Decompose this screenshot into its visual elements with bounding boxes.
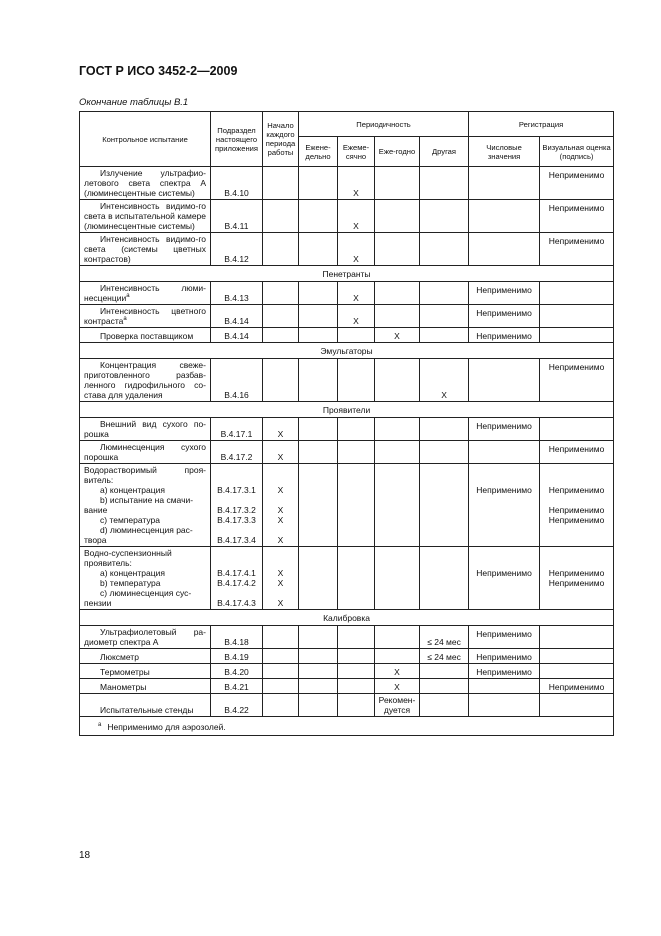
table-caption: Окончание таблицы В.1	[79, 97, 189, 108]
yearly-cell	[375, 305, 420, 328]
water-soluble-mark-a: X	[277, 485, 284, 495]
visual-cell	[540, 626, 614, 649]
yearly-cell	[375, 441, 420, 464]
test-name-cell: Люксметр	[80, 649, 211, 664]
other-cell	[420, 441, 469, 464]
water-suspended-yearly-cell	[375, 547, 420, 610]
table-row	[80, 282, 614, 305]
subsection-cell: В.4.14	[211, 305, 263, 328]
yearly-cell	[375, 626, 420, 649]
water-soluble-visual-a: Неприменимо	[548, 485, 605, 495]
water-suspended-visual-b: Неприменимо	[548, 578, 605, 588]
table-row	[80, 679, 614, 694]
visual-cell	[540, 418, 614, 441]
water-soluble-title: Водорастворимый проя-витель:	[84, 465, 206, 485]
water-soluble-mark-c: X	[277, 515, 284, 525]
initial-cell	[263, 626, 299, 649]
monthly-cell	[338, 418, 375, 441]
water-suspended-ref-b: В.4.17.4.2	[217, 578, 256, 588]
control-tests-table	[79, 111, 614, 736]
water-soluble-item-d-cont: твора	[84, 535, 107, 545]
subsection-cell: В.4.12	[211, 233, 263, 266]
table-row	[80, 233, 614, 266]
water-suspended-mark-a: X	[277, 568, 284, 578]
footnote-text: Неприменимо для аэрозолей.	[107, 722, 226, 732]
yearly-cell	[375, 282, 420, 305]
col-test-header: Контрольное испытание	[80, 112, 211, 167]
daily-cell	[299, 305, 338, 328]
subsection-cell: В.4.21	[211, 679, 263, 694]
water-suspended-initial-cell	[263, 547, 299, 610]
subsection-cell: В.4.14	[211, 328, 263, 343]
daily-cell	[299, 441, 338, 464]
col-monthly-header: Ежеме-сячно	[338, 137, 375, 167]
water-soluble-ref-d: В.4.17.3.4	[217, 535, 256, 545]
section-title: Эмульгаторы	[80, 343, 614, 359]
monthly-cell: X	[338, 167, 375, 200]
visual-cell	[540, 649, 614, 664]
water-soluble-mark-b: X	[277, 505, 284, 515]
visual-cell: Неприменимо	[540, 359, 614, 402]
table-row	[80, 664, 614, 679]
numeric-cell	[469, 200, 540, 233]
other-cell: ≤ 24 мес	[420, 626, 469, 649]
section-row	[80, 610, 614, 626]
yearly-cell	[375, 200, 420, 233]
table-row	[80, 694, 614, 717]
footnote-row	[80, 717, 614, 736]
initial-cell	[263, 694, 299, 717]
table-row	[80, 167, 614, 200]
initial-cell	[263, 328, 299, 343]
daily-cell	[299, 359, 338, 402]
section-row	[80, 402, 614, 418]
numeric-cell	[469, 233, 540, 266]
water-soluble-ref-cell	[211, 464, 263, 547]
water-suspended-item-b: b) температура	[100, 578, 161, 588]
monthly-cell: X	[338, 200, 375, 233]
subsection-cell: В.4.10	[211, 167, 263, 200]
water-suspended-mark-b: X	[277, 578, 284, 588]
water-soluble-yearly-cell	[375, 464, 420, 547]
water-suspended-ref-a: В.4.17.4.1	[217, 568, 256, 578]
water-suspended-item-c-cont: пензии	[84, 598, 112, 608]
water-suspended-visual-cell	[540, 547, 614, 610]
water-soluble-monthly-cell	[338, 464, 375, 547]
water-suspended-ref-c: В.4.17.4.3	[217, 598, 256, 608]
monthly-cell	[338, 441, 375, 464]
visual-cell: Неприменимо	[540, 679, 614, 694]
daily-cell	[299, 694, 338, 717]
daily-cell	[299, 328, 338, 343]
test-name-cell: Испытательные стенды	[80, 694, 211, 717]
yearly-cell	[375, 167, 420, 200]
yearly-cell	[375, 418, 420, 441]
visual-cell	[540, 282, 614, 305]
numeric-cell	[469, 167, 540, 200]
water-soluble-initial-cell	[263, 464, 299, 547]
test-name: Интенсивность люми-несценции	[84, 283, 206, 303]
subsection-cell: В.4.18	[211, 626, 263, 649]
footnote-mark: a	[98, 722, 102, 729]
numeric-cell: Неприменимо	[469, 649, 540, 664]
table-row	[80, 649, 614, 664]
numeric-cell	[469, 441, 540, 464]
monthly-cell	[338, 626, 375, 649]
visual-cell	[540, 305, 614, 328]
daily-cell	[299, 664, 338, 679]
table-row	[80, 328, 614, 343]
test-name-cell: Внешний вид сухого по-рошка	[80, 418, 211, 441]
water-suspended-visual-a: Неприменимо	[548, 568, 605, 578]
other-cell	[420, 664, 469, 679]
water-soluble-numeric-cell	[469, 464, 540, 547]
water-suspended-item-a: а) концентрация	[100, 568, 165, 578]
table-row	[80, 359, 614, 402]
table-row-water-suspended-developer	[80, 547, 614, 610]
numeric-cell	[469, 359, 540, 402]
test-name-cell: Интенсивность видимо-го света в испытательной камере (люминесцентные системы)	[80, 200, 211, 233]
monthly-cell	[338, 664, 375, 679]
water-suspended-numeric-a: Неприменимо	[476, 568, 532, 578]
water-suspended-numeric-cell	[469, 547, 540, 610]
subsection-cell: В.4.13	[211, 282, 263, 305]
water-soluble-numeric-a: Неприменимо	[476, 485, 532, 495]
water-soluble-name-cell	[80, 464, 211, 547]
other-cell	[420, 694, 469, 717]
numeric-cell: Неприменимо	[469, 282, 540, 305]
other-cell	[420, 282, 469, 305]
initial-cell	[263, 200, 299, 233]
test-name-cell: Концентрация свеже-приготовленного разбав-ленного гидрофильного со-става для удаления	[80, 359, 211, 402]
daily-cell	[299, 233, 338, 266]
water-soluble-ref-c: В.4.17.3.3	[217, 515, 256, 525]
water-suspended-ref-cell	[211, 547, 263, 610]
water-soluble-visual-c: Неприменимо	[548, 515, 605, 525]
numeric-cell: Неприменимо	[469, 328, 540, 343]
col-initial-header: Начало каждого периода работы	[263, 112, 299, 167]
yearly-cell: X	[375, 328, 420, 343]
other-cell: ≤ 24 мес	[420, 649, 469, 664]
daily-cell	[299, 282, 338, 305]
col-yearly-header: Еже-годно	[375, 137, 420, 167]
water-suspended-mark-c: X	[277, 598, 284, 608]
footnote-mark: a	[126, 293, 130, 300]
water-soluble-ref-a: В.4.17.3.1	[217, 485, 256, 495]
section-row	[80, 343, 614, 359]
table-row	[80, 418, 614, 441]
daily-cell	[299, 167, 338, 200]
daily-cell	[299, 200, 338, 233]
other-cell	[420, 233, 469, 266]
yearly-cell: X	[375, 679, 420, 694]
water-soluble-other-cell	[420, 464, 469, 547]
test-name-cell: Проверка поставщиком	[80, 328, 211, 343]
water-soluble-item-b-cont: вание	[84, 505, 108, 515]
col-daily-header: Ежене-дельно	[299, 137, 338, 167]
subsection-cell: В.4.11	[211, 200, 263, 233]
col-other-header: Другая	[420, 137, 469, 167]
initial-cell	[263, 282, 299, 305]
subsection-cell: В.4.17.2	[211, 441, 263, 464]
yearly-cell	[375, 233, 420, 266]
col-subsection-header: Подраздел настоящего приложения	[211, 112, 263, 167]
subsection-cell: В.4.22	[211, 694, 263, 717]
yearly-cell: Рекомен-дуется	[375, 694, 420, 717]
water-soluble-item-d: d) люминесценция рас-	[100, 525, 193, 535]
initial-cell	[263, 305, 299, 328]
test-name-cell: Ультрафиолетовый ра-диометр спектра А	[80, 626, 211, 649]
water-soluble-mark-d: X	[277, 535, 284, 545]
numeric-cell	[469, 694, 540, 717]
yearly-cell	[375, 649, 420, 664]
other-cell	[420, 328, 469, 343]
test-name-cell	[80, 305, 211, 328]
water-suspended-title: Водно-суспензионный проявитель:	[84, 548, 172, 568]
subsection-cell: В.4.19	[211, 649, 263, 664]
section-title: Проявители	[80, 402, 614, 418]
other-cell	[420, 167, 469, 200]
test-name-cell: Интенсивность видимо-го света (системы цветных контрастов)	[80, 233, 211, 266]
col-registration-header: Регистрация	[469, 112, 614, 137]
initial-cell: X	[263, 441, 299, 464]
water-soluble-item-a: а) концентрация	[100, 485, 165, 495]
monthly-cell	[338, 649, 375, 664]
monthly-cell: X	[338, 233, 375, 266]
initial-cell	[263, 233, 299, 266]
col-periodicity-header: Периодичность	[299, 112, 469, 137]
visual-cell: Неприменимо	[540, 441, 614, 464]
water-suspended-other-cell	[420, 547, 469, 610]
test-name-cell: Манометры	[80, 679, 211, 694]
monthly-cell	[338, 694, 375, 717]
page-number: 18	[79, 850, 91, 861]
water-suspended-daily-cell	[299, 547, 338, 610]
table-row	[80, 200, 614, 233]
yearly-cell: X	[375, 664, 420, 679]
visual-cell: Неприменимо	[540, 233, 614, 266]
subsection-cell: В.4.16	[211, 359, 263, 402]
test-name-cell: Люминесценция сухого порошка	[80, 441, 211, 464]
footnote-cell	[80, 717, 614, 736]
other-cell	[420, 418, 469, 441]
monthly-cell: X	[338, 282, 375, 305]
water-suspended-item-c: с) люминесценция сус-	[100, 588, 192, 598]
initial-cell	[263, 359, 299, 402]
table-row-water-soluble-developer	[80, 464, 614, 547]
subsection-cell: В.4.20	[211, 664, 263, 679]
monthly-cell	[338, 359, 375, 402]
test-name-cell: Излучение ультрафио-летового света спектра А (люминесцентные системы)	[80, 167, 211, 200]
initial-cell	[263, 167, 299, 200]
water-suspended-monthly-cell	[338, 547, 375, 610]
document-title: ГОСТ Р ИСО 3452-2—2009	[79, 64, 238, 78]
numeric-cell: Неприменимо	[469, 664, 540, 679]
initial-cell	[263, 664, 299, 679]
water-soluble-ref-b: В.4.17.3.2	[217, 505, 256, 515]
numeric-cell: Неприменимо	[469, 626, 540, 649]
subsection-cell: В.4.17.1	[211, 418, 263, 441]
numeric-cell: Неприменимо	[469, 418, 540, 441]
initial-cell	[263, 649, 299, 664]
other-cell	[420, 679, 469, 694]
daily-cell	[299, 649, 338, 664]
daily-cell	[299, 626, 338, 649]
section-title: Калибровка	[80, 610, 614, 626]
monthly-cell	[338, 679, 375, 694]
other-cell: X	[420, 359, 469, 402]
visual-cell	[540, 664, 614, 679]
table-row	[80, 626, 614, 649]
visual-cell	[540, 694, 614, 717]
water-soluble-visual-cell	[540, 464, 614, 547]
table-row	[80, 305, 614, 328]
section-row	[80, 266, 614, 282]
test-name-cell: Термометры	[80, 664, 211, 679]
water-soluble-daily-cell	[299, 464, 338, 547]
daily-cell	[299, 679, 338, 694]
water-soluble-visual-b: Неприменимо	[548, 505, 605, 515]
visual-cell: Неприменимо	[540, 200, 614, 233]
visual-cell	[540, 328, 614, 343]
section-title: Пенетранты	[80, 266, 614, 282]
table-row	[80, 441, 614, 464]
test-name-cell	[80, 282, 211, 305]
water-soluble-item-c: с) температура	[100, 515, 161, 525]
initial-cell: X	[263, 418, 299, 441]
col-visual-header: Визуальная оценка (подпись)	[540, 137, 614, 167]
numeric-cell: Неприменимо	[469, 305, 540, 328]
water-soluble-item-b: b) испытание на смачи-	[100, 495, 194, 505]
col-numeric-header: Числовые значения	[469, 137, 540, 167]
water-suspended-name-cell	[80, 547, 211, 610]
test-name: Интенсивность цветного контраста	[84, 306, 206, 326]
yearly-cell	[375, 359, 420, 402]
initial-cell	[263, 679, 299, 694]
numeric-cell	[469, 679, 540, 694]
visual-cell: Неприменимо	[540, 167, 614, 200]
monthly-cell: X	[338, 305, 375, 328]
other-cell	[420, 200, 469, 233]
daily-cell	[299, 418, 338, 441]
header-row-1	[80, 112, 614, 137]
monthly-cell	[338, 328, 375, 343]
footnote-mark: a	[123, 316, 127, 323]
other-cell	[420, 305, 469, 328]
